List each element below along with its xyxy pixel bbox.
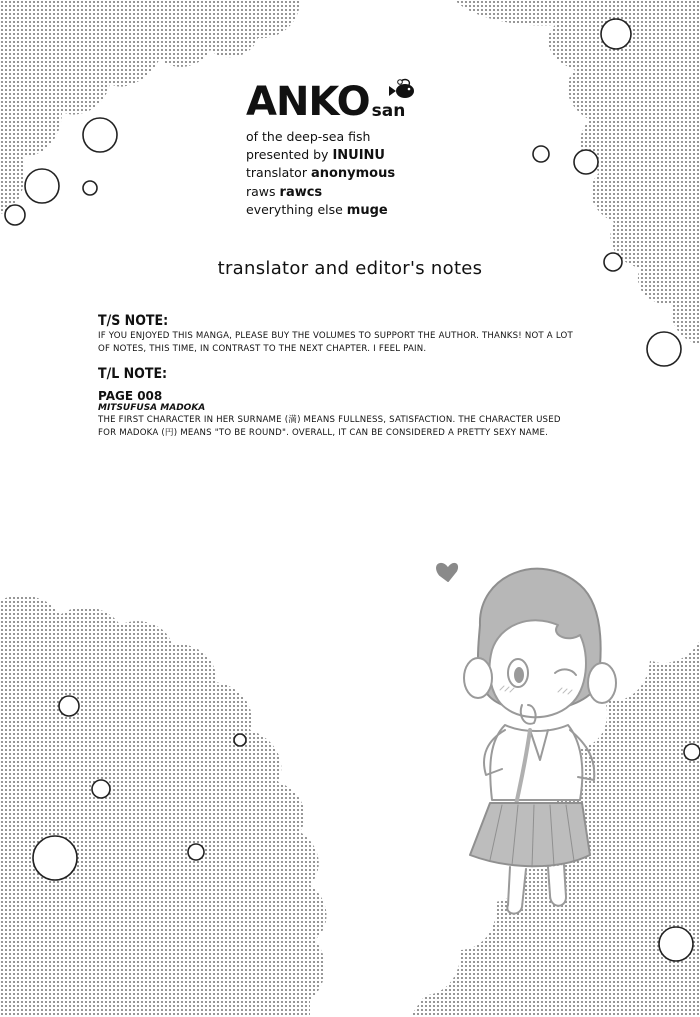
ts-note-heading: T/S NOTE: [98,313,169,329]
tl-note-heading: T/L NOTE: [98,366,168,382]
credit-label: translator [246,165,307,180]
credit-label: raws [246,183,276,199]
page-label: PAGE 008 [98,389,163,403]
heart-icon [437,564,457,581]
title-main: ANKO [246,79,370,125]
credit-label: presented by [246,146,329,162]
credit-translator [246,164,417,183]
credits-block [246,78,417,220]
notes-body [98,312,578,439]
shirt [490,725,582,800]
title-suffix: san [371,101,406,121]
halftone-cloud-top-right [455,0,700,345]
credit-presented-by [246,146,417,165]
note-explanation: THE FIRST CHARACTER IN HER SURNAME (満) MEANS FULLNESS, SATISFACTION. THE CHARACTER USED FOR MADOKA (円) MEANS "TO BE ROUND". OVERALL, IT CAN BE CONSIDERED A PRETTY SEXY NAME. [98,415,561,438]
skirt [470,803,590,866]
manga-title [246,78,417,125]
credit-value: INUINU [332,147,385,163]
anglerfish-icon [387,78,417,100]
credit-everything-else [246,201,417,220]
credit-raws [246,183,417,202]
ts-note-text: IF YOU ENJOYED THIS MANGA, PLEASE BUY THE VOLUMES TO SUPPORT THE AUTHOR. THANKS! NOT A LOT OF NOTES, THIS TIME, IN CONTRAST TO THE NEXT CHAPTER. I FEEL PAIN. [98,331,573,354]
credit-value: rawcs [279,184,323,200]
halftone-cloud-bottom [0,596,326,1017]
notes-heading: translator and editor's notes [217,258,483,279]
chibi-girl-illustration [430,555,660,925]
credit-value: muge [346,203,388,218]
credits-subtitle: of the deep-sea fish [246,129,371,144]
credit-value: anonymous [310,166,396,181]
note-term: MITSUFUSA MADOKA [98,403,206,413]
credit-label: everything else [246,202,343,217]
